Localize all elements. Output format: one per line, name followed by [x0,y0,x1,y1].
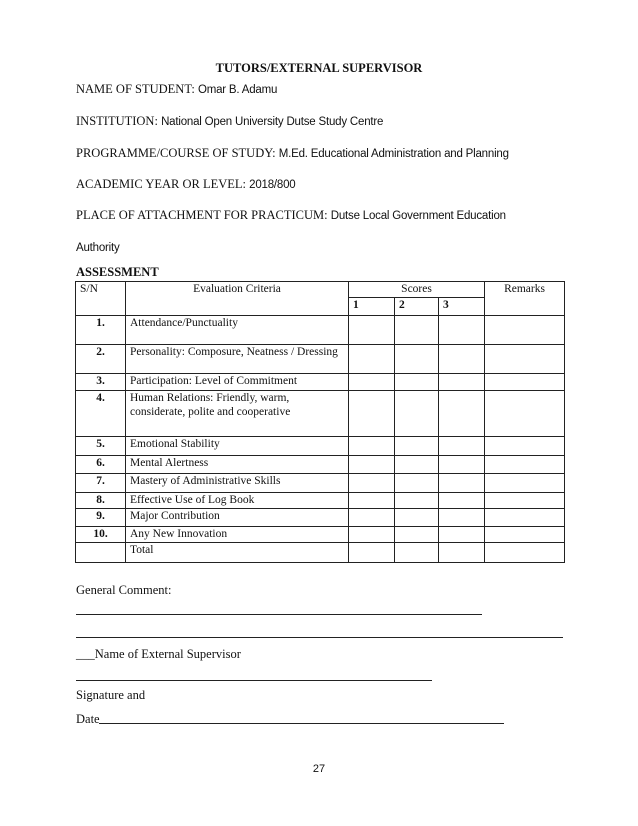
remarks-cell[interactable] [485,456,565,474]
row-sn: 7. [76,474,126,493]
attachment-place-value: Dutse Local Government Education [330,210,506,222]
table-header-row [76,282,565,298]
score-cell-3[interactable] [439,493,485,509]
institution-field [76,114,383,129]
table-row [76,437,565,456]
score-cell-3[interactable] [439,345,485,374]
remarks-cell[interactable] [485,345,565,374]
score-cell-1[interactable] [349,345,395,374]
score-cell-3[interactable] [439,437,485,456]
date-label: Date [76,712,100,726]
score-cell-3[interactable] [439,474,485,493]
remarks-header: Remarks [485,282,565,316]
attachment-place-continuation [76,240,120,255]
row-criteria: Personality: Composure, Neatness / Dressing [126,345,349,374]
row-sn [76,543,126,563]
row-criteria: Any New Innovation [126,527,349,543]
attachment-place-label: PLACE OF ATTACHMENT FOR PRACTICUM: [76,208,331,222]
row-criteria: Participation: Level of Commitment [126,374,349,391]
table-row [76,527,565,543]
remarks-cell[interactable] [485,374,565,391]
academic-year-field [76,177,296,192]
score-cell-2[interactable] [395,345,439,374]
student-name-value: Omar B. Adamu [197,84,278,96]
score-cell-1[interactable] [349,493,395,509]
programme-value: M.Ed. Educational Administration and Planning [278,148,509,160]
attachment-place-value-cont: Authority [76,242,120,254]
row-sn: 5. [76,437,126,456]
signature-label: Signature and [76,688,146,702]
programme-label: PROGRAMME/COURSE OF STUDY: [76,146,279,160]
academic-year-value: 2018/800 [249,179,296,191]
score-cell-3[interactable] [439,374,485,391]
score-cell-2[interactable] [395,527,439,543]
score-cell-1[interactable] [349,543,395,563]
row-criteria: Emotional Stability [126,437,349,456]
table-row [76,456,565,474]
row-sn: 4. [76,391,126,437]
score-cell-2[interactable] [395,474,439,493]
score-cell-3[interactable] [439,316,485,345]
table-row [76,316,565,345]
row-criteria: Effective Use of Log Book [126,493,349,509]
row-sn: 9. [76,509,126,527]
score-cell-1[interactable] [349,437,395,456]
remarks-cell[interactable] [485,474,565,493]
page-number: 27 [312,763,326,775]
row-sn: 6. [76,456,126,474]
programme-field [76,146,509,161]
score-cell-2[interactable] [395,316,439,345]
supervisor-name-line[interactable] [76,680,432,681]
student-name-field [76,82,277,97]
remarks-cell[interactable] [485,543,565,563]
academic-year-label: ACADEMIC YEAR OR LEVEL: [76,177,250,191]
date-line[interactable] [99,723,504,724]
row-sn: 10. [76,527,126,543]
form-title: TUTORS/EXTERNAL SUPERVISOR [215,61,423,75]
row-criteria: Attendance/Punctuality [126,316,349,345]
score-cell-2[interactable] [395,391,439,437]
remarks-cell[interactable] [485,391,565,437]
remarks-cell[interactable] [485,509,565,527]
table-row [76,493,565,509]
score-cell-3[interactable] [439,543,485,563]
score-cell-1[interactable] [349,374,395,391]
sn-header: S/N [76,282,126,316]
row-criteria: Mastery of Administrative Skills [126,474,349,493]
table-row-total [76,543,565,563]
score-cell-1[interactable] [349,474,395,493]
score-cell-3[interactable] [439,527,485,543]
score-cell-2[interactable] [395,509,439,527]
remarks-cell[interactable] [485,316,565,345]
assessment-table [75,281,565,563]
score-col-2: 2 [395,298,439,316]
score-cell-2[interactable] [395,543,439,563]
remarks-cell[interactable] [485,437,565,456]
score-cell-3[interactable] [439,456,485,474]
supervisor-name-label: ___Name of External Supervisor [76,647,241,661]
criteria-header: Evaluation Criteria [126,282,349,316]
row-sn: 2. [76,345,126,374]
row-criteria: Human Relations: Friendly, warm, considerate, polite and cooperative [126,391,349,437]
institution-value: National Open University Dutse Study Centre [161,116,384,128]
score-cell-2[interactable] [395,374,439,391]
score-cell-2[interactable] [395,493,439,509]
row-criteria: Total [126,543,349,563]
score-cell-3[interactable] [439,391,485,437]
table-row [76,509,565,527]
row-criteria: Mental Alertness [126,456,349,474]
score-cell-1[interactable] [349,527,395,543]
score-cell-1[interactable] [349,316,395,345]
row-sn: 8. [76,493,126,509]
score-cell-3[interactable] [439,509,485,527]
score-cell-1[interactable] [349,456,395,474]
row-sn: 3. [76,374,126,391]
general-comment-label: General Comment: [76,583,172,597]
scores-header: Scores [349,282,485,298]
table-row [76,374,565,391]
institution-label: INSTITUTION: [76,114,162,128]
attachment-place-field [76,208,506,223]
comment-line-2[interactable] [76,637,563,638]
score-cell-2[interactable] [395,437,439,456]
score-col-3: 3 [439,298,485,316]
score-cell-1[interactable] [349,391,395,437]
assessment-heading: ASSESSMENT [76,265,159,279]
row-criteria: Major Contribution [126,509,349,527]
table-row [76,474,565,493]
score-col-1: 1 [349,298,395,316]
score-cell-1[interactable] [349,509,395,527]
remarks-cell[interactable] [485,493,565,509]
row-sn: 1. [76,316,126,345]
table-row [76,391,565,437]
score-cell-2[interactable] [395,456,439,474]
remarks-cell[interactable] [485,527,565,543]
student-name-label: NAME OF STUDENT: [76,82,198,96]
comment-line-1[interactable] [76,614,482,615]
table-row [76,345,565,374]
